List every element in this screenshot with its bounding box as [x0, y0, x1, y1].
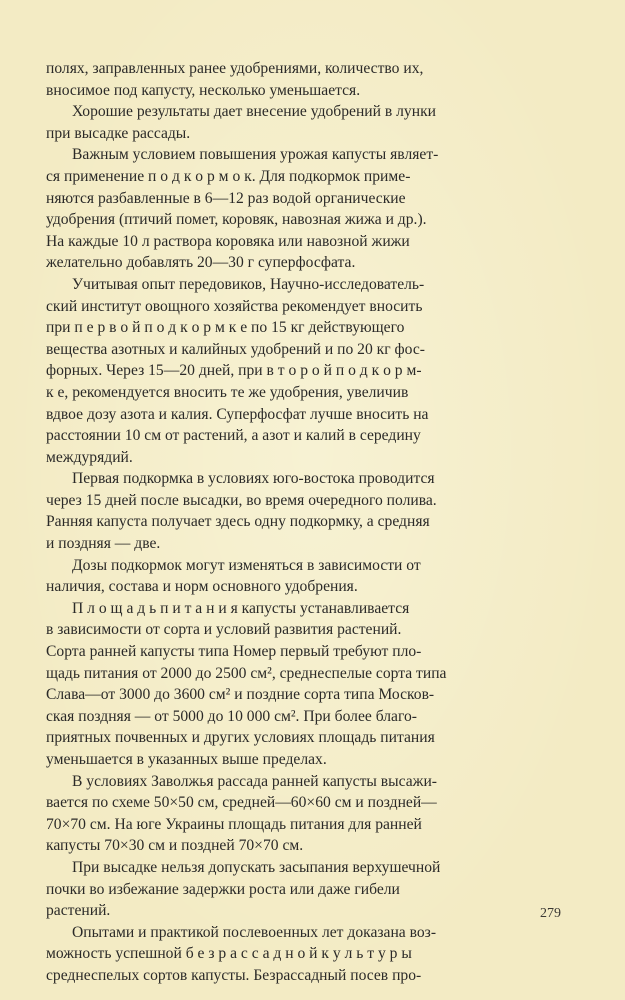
paragraph: Учитывая опыт передовиков, Научно-исследователь- ский институт овощного хозяйства рекомендует вносить при п е р в о й п о д к о р м к е по 15 кг действующего вещества азотных и калийных удобрений и по 20 кг фос- форных. Через 15—20 дней, при в т о р о й п о д к о р м- к е, рекомендуется вносить те же удобрения, увеличив вдвое дозу азота и калия. Суперфосфат лучше вносить на расстоянии 10 см от растений, а азот и калий в середину междурядий.	[46, 275, 429, 466]
paragraph: Опытами и практикой послевоенных лет доказана воз- можность успешной б е з р а с с а д н о й к у л ь т у р ы среднеспелых сортов капусты. Безрассадный посев про-	[46, 923, 437, 984]
paragraph: полях, заправленных ранее удобрениями, количество их, вносимое под капусту, несколько уменьшается.	[46, 60, 424, 99]
page-number: 279	[540, 906, 561, 921]
paragraph: При высадке нельзя допускать засыпания верхушечной почки во избежание задержки роста или даже гибели растений.	[46, 858, 441, 920]
paragraph: Хорошие результаты дает внесение удобрений в лунки при высадке рассады.	[46, 103, 436, 142]
body-text	[46, 58, 558, 987]
paragraph: В условиях Заволжья рассада ранней капусты высажи- вается по схеме 50×50 см, средней—60×60 см и поздней— 70×70 см. На юге Украины площадь питания для ранней капусты 70×30 см и поздней 70×70 см.	[46, 772, 437, 855]
paragraph: Первая подкормка в условиях юго-востока проводится через 15 дней после высадки, во время очередного полива. Ранняя капуста получает здесь одну подкормку, а средняя и поздняя — две.	[46, 470, 437, 553]
paragraph: Дозы подкормок могут изменяться в зависимости от наличия, состава и норм основного удобрения.	[46, 556, 421, 596]
paragraph: Важным условием повышения урожая капусты являет- ся применение п о д к о р м о к. Для подкормок приме- няются разбавленные в 6—12 раз водой органические удобрения (птичий помет, коровяк, навозная жижа и др.). На каждые 10 л раствора коровяка или навозной жижи желательно добавлять 20—30 г суперфосфата.	[46, 146, 439, 272]
paragraph: П л о щ а д ь п и т а н и я капусты устанавливается в зависимости от сорта и условий развития растений. Сорта ранней капусты типа Номер первый требуют пло- щадь питания от 2000 до 2500 см², среднеспелые сорта типа Слава—от 3000 до 3600 см² и поздние сорта типа Москов- ская поздняя — от 5000 до 10 000 см². При более благо- приятных почвенных и других условиях площадь питания уменьшается в указанных выше пределах.	[46, 599, 447, 768]
